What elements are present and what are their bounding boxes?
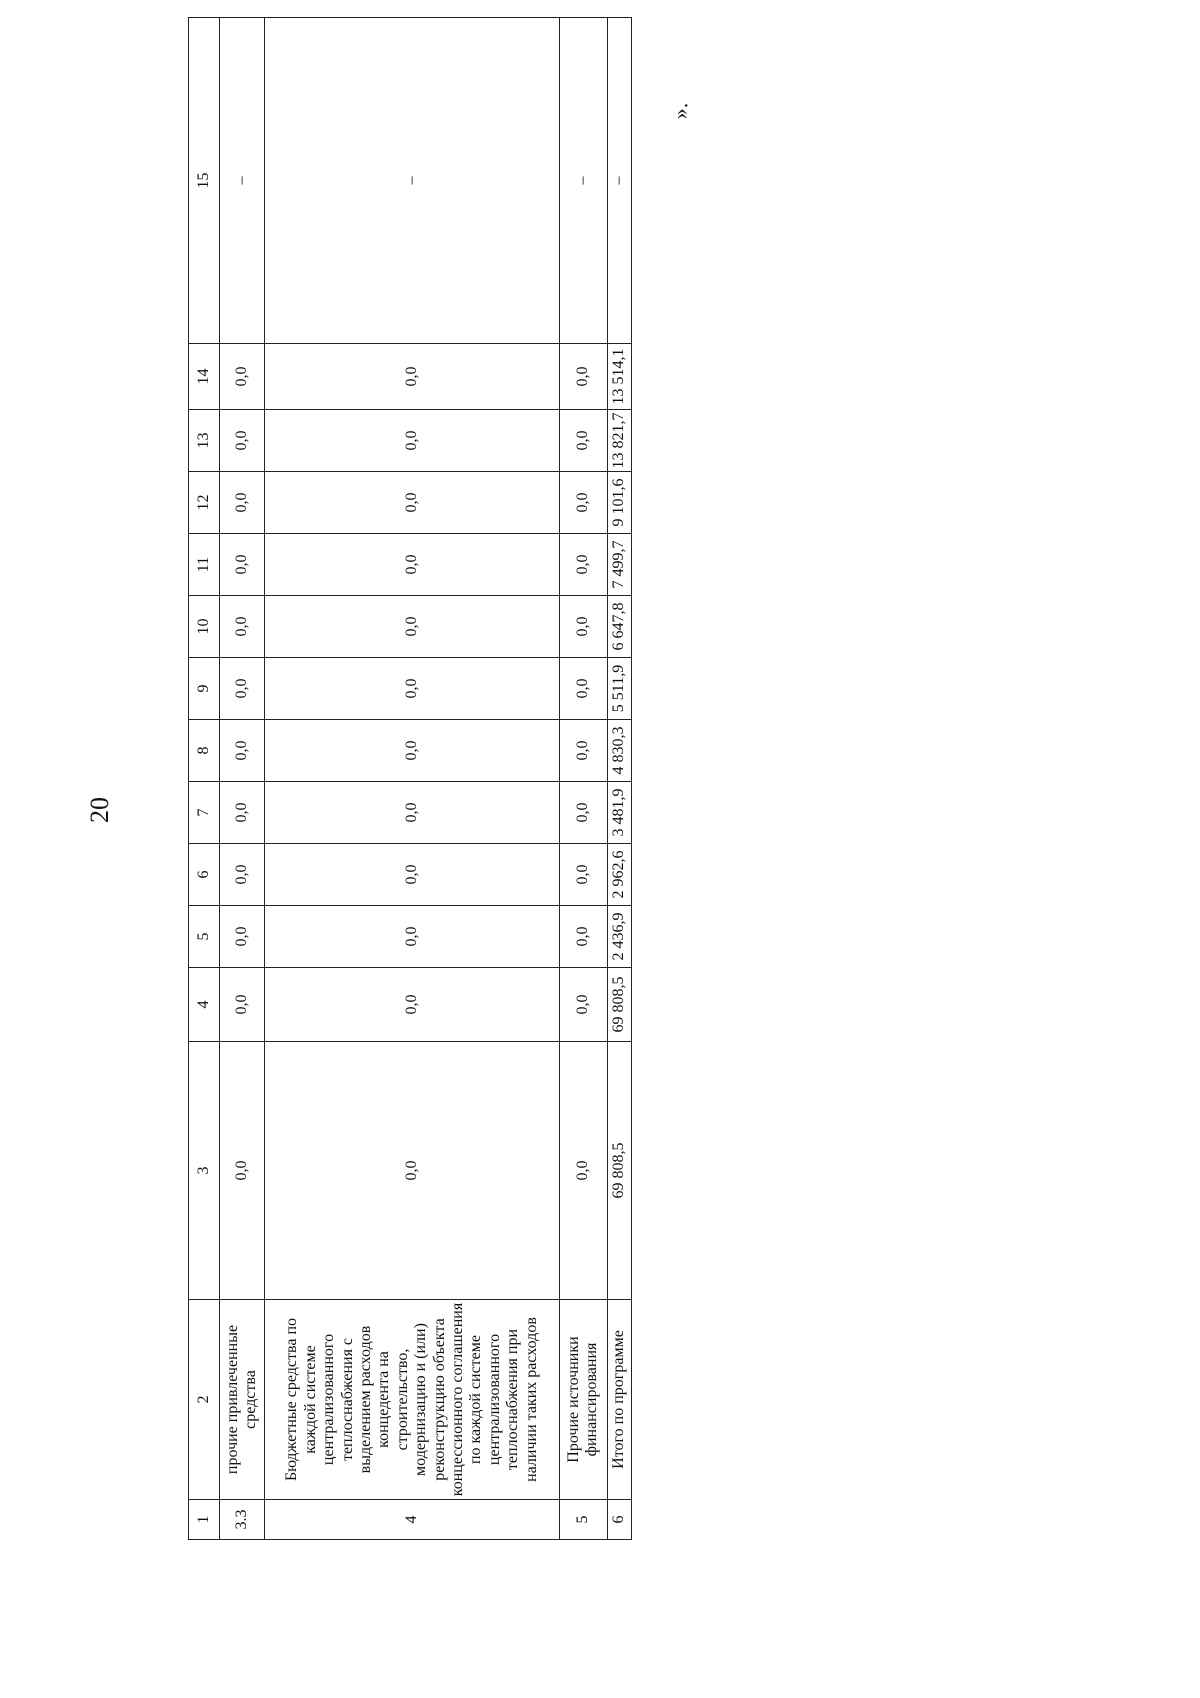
page-number: 20 [85, 797, 114, 823]
row-total: 0,0 [219, 1042, 265, 1300]
closing-quote-mark: ». [667, 102, 693, 120]
row-value: 0,0 [559, 534, 607, 596]
row-value: 0,0 [265, 534, 560, 596]
column-header: 13 [189, 410, 220, 472]
row-value: 0,0 [219, 906, 265, 968]
table-row [265, 18, 560, 1540]
row-name: Прочие источники финансирования [559, 1300, 607, 1500]
row-value: 7 499,7 [607, 534, 631, 596]
row-value: 0,0 [219, 844, 265, 906]
row-total: 0,0 [559, 1042, 607, 1300]
column-header: 10 [189, 596, 220, 658]
row-number: 5 [559, 1500, 607, 1540]
row-value: 0,0 [219, 534, 265, 596]
column-header: 9 [189, 658, 220, 720]
row-value: 0,0 [559, 782, 607, 844]
row-value: 0,0 [265, 658, 560, 720]
row-value: 0,0 [265, 844, 560, 906]
row-last: – [219, 18, 265, 344]
column-header: 11 [189, 534, 220, 596]
row-value: 3 481,9 [607, 782, 631, 844]
row-value: 0,0 [265, 782, 560, 844]
row-value: 2 962,6 [607, 844, 631, 906]
financing-table [188, 17, 632, 1540]
row-name: Итого по программе [607, 1300, 631, 1500]
row-last: – [265, 18, 560, 344]
financing-table-wrapper [188, 96, 632, 1540]
column-header: 7 [189, 782, 220, 844]
table-header-row [189, 18, 220, 1540]
row-value: 0,0 [559, 410, 607, 472]
row-total: 0,0 [265, 1042, 560, 1300]
row-value: 6 647,8 [607, 596, 631, 658]
row-value: 0,0 [559, 658, 607, 720]
column-header: 5 [189, 906, 220, 968]
row-value: 0,0 [265, 410, 560, 472]
row-value: 0,0 [265, 906, 560, 968]
column-header: 6 [189, 844, 220, 906]
row-value: 0,0 [219, 782, 265, 844]
column-header: 4 [189, 968, 220, 1042]
row-value: 0,0 [219, 472, 265, 534]
row-value: 0,0 [559, 596, 607, 658]
column-header: 8 [189, 720, 220, 782]
column-header: 3 [189, 1042, 220, 1300]
column-header: 2 [189, 1300, 220, 1500]
column-header: 15 [189, 18, 220, 344]
row-value: 0,0 [219, 410, 265, 472]
row-total: 69 808,5 [607, 1042, 631, 1300]
row-value: 0,0 [559, 844, 607, 906]
row-value: 0,0 [265, 472, 560, 534]
row-value: 0,0 [559, 472, 607, 534]
row-number: 3.3 [219, 1500, 265, 1540]
row-number: 6 [607, 1500, 631, 1540]
table-row [219, 18, 265, 1540]
row-value: 0,0 [265, 344, 560, 410]
row-value: 0,0 [265, 596, 560, 658]
row-value: 13 821,7 [607, 410, 631, 472]
row-name: Бюджетные средства по каждой системе централизованного теплоснабжения с выделением расходов концедента на строительство, модернизацию и (или) реконструкцию объекта концессионного соглашения по каждой системе централизованного теплоснабжения при наличии таких расходов [265, 1300, 560, 1500]
row-name: прочие привлеченные средства [219, 1300, 265, 1500]
row-value: 0,0 [265, 720, 560, 782]
column-header: 1 [189, 1500, 220, 1540]
row-value: 2 436,9 [607, 906, 631, 968]
row-value: 0,0 [559, 906, 607, 968]
row-value: 0,0 [559, 344, 607, 410]
row-value: 0,0 [219, 968, 265, 1042]
row-value: 0,0 [559, 968, 607, 1042]
row-value: 9 101,6 [607, 472, 631, 534]
row-value: 4 830,3 [607, 720, 631, 782]
row-value: 13 514,1 [607, 344, 631, 410]
row-value: 0,0 [219, 658, 265, 720]
table-row [607, 18, 631, 1540]
row-number: 4 [265, 1500, 560, 1540]
row-value: 69 808,5 [607, 968, 631, 1042]
row-last: – [559, 18, 607, 344]
column-header: 12 [189, 472, 220, 534]
table-row [559, 18, 607, 1540]
column-header: 14 [189, 344, 220, 410]
row-value: 0,0 [559, 720, 607, 782]
row-last: – [607, 18, 631, 344]
row-value: 0,0 [265, 968, 560, 1042]
row-value: 0,0 [219, 596, 265, 658]
row-value: 0,0 [219, 344, 265, 410]
row-value: 0,0 [219, 720, 265, 782]
row-value: 5 511,9 [607, 658, 631, 720]
